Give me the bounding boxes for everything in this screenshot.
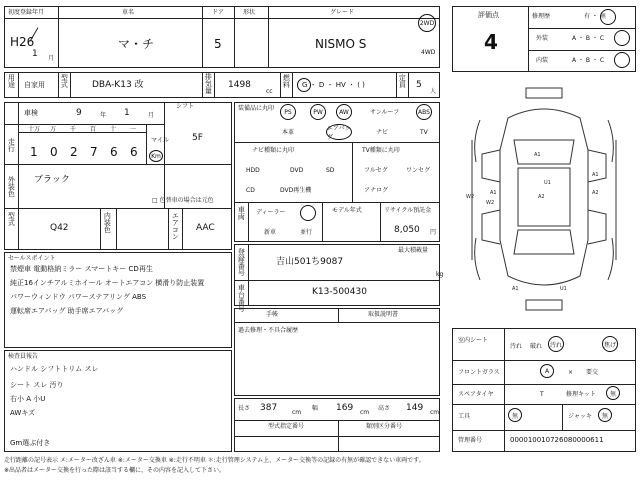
tool-label: 工具 <box>458 413 471 420</box>
selling-point-line-4: 運転席エアバッグ 助手席エアバッグ <box>10 307 124 315</box>
color-value: ブラック <box>34 175 70 185</box>
score-value: 4 <box>484 30 498 54</box>
seat-stain-circle: 汚れ <box>548 336 564 352</box>
recycle-value: 8,050 <box>394 225 420 235</box>
2wd-circle: 2WD <box>418 14 436 32</box>
spare-label: スペアタイヤ <box>458 391 494 398</box>
doors-value: 5 <box>214 37 222 51</box>
first-reg-month-unit: 月 <box>48 55 55 62</box>
history-label: 修理歴 <box>532 13 551 20</box>
inspector-note-5: Gm選ぶ付き <box>10 439 51 447</box>
width-label: 幅 <box>312 405 319 412</box>
inspector-note-2: シート スレ 汚り <box>10 381 64 389</box>
grade-label: グレード <box>330 9 355 16</box>
history-none-circle <box>600 9 616 25</box>
car-damage-diagram <box>452 80 636 320</box>
spare-none-circle: 無 <box>606 386 620 400</box>
katashiki-label: 型式 <box>60 74 69 88</box>
mileage-digit-2: 2 <box>70 145 78 159</box>
equip-abs-circle: ABS <box>416 104 432 120</box>
class-label: 類別区分番号 <box>366 423 403 430</box>
diagram-mark-hood: A1 <box>534 152 541 158</box>
recycle-label: リサイクル預託金 <box>384 207 432 214</box>
displacement-label: 排気量 <box>204 73 213 94</box>
spare-option-t: T <box>540 391 544 398</box>
equip-sunroof: サンルーフ <box>370 109 400 116</box>
recall-label: 過去修理・不具合履歴 <box>238 327 299 334</box>
displacement-unit: cc <box>266 88 273 95</box>
mgmt-value: 000010010726080000611 <box>510 436 604 444</box>
fuel-options: G ・ D ・ HV ・ ( ) <box>302 81 365 89</box>
first-reg-label: 初度登録年月 <box>8 9 45 16</box>
shift-value: 5F <box>192 133 203 143</box>
place-label-4: 十 <box>110 126 117 133</box>
mileage-digit-5: 6 <box>130 145 138 159</box>
navi-title: ナビ種類に丸印 <box>252 147 295 154</box>
inspector-note-1: ハンドル シフトトリム スレ <box>10 365 99 373</box>
jack-none-circle: 無 <box>598 408 612 422</box>
model-label: 車名 <box>122 9 135 16</box>
navi-sd: SD <box>326 167 335 174</box>
owner-label: 車両 <box>237 206 246 220</box>
seat-label: 室内シート <box>458 337 489 344</box>
diagram-mark-roof: U1 <box>544 180 551 186</box>
4wd-label: 4WD <box>421 49 436 56</box>
selling-points-title: セールスポイント <box>8 255 56 262</box>
height-value: 149 <box>406 403 424 413</box>
height-label: 高さ <box>378 405 391 412</box>
use-value: 自家用 <box>24 81 45 89</box>
katashiki-value: DBA-K13 改 <box>92 80 144 90</box>
equip-tv: TV <box>420 129 428 136</box>
svg-text:A2: A2 <box>592 190 599 196</box>
exterior-grades: A ・ B ・ C <box>572 35 605 42</box>
exterior-label: 外装 <box>536 35 549 42</box>
shape-label: 形状 <box>243 9 256 16</box>
equip-ps-circle: PS <box>280 104 296 120</box>
place-label-0: 十万 <box>28 126 41 133</box>
svg-text:W2: W2 <box>486 200 495 206</box>
doors-label: ドア <box>212 9 224 16</box>
fuel-label: 燃料 <box>282 74 291 88</box>
place-label-5: 一 <box>130 126 137 133</box>
ac-label: エアコン <box>171 212 180 240</box>
svg-text:A1: A1 <box>490 190 497 196</box>
model-code-label: 型式 <box>7 212 16 226</box>
spare-option-kit: 修理キット <box>566 391 596 398</box>
svg-text:A2: A2 <box>538 194 545 200</box>
interior-label: 内装 <box>536 57 549 64</box>
svg-text:W2: W2 <box>466 194 475 200</box>
chassis-value: K13-500430 <box>312 287 367 297</box>
inspector-note-4: AWキズ <box>10 409 36 417</box>
load-label: 最大積載量 <box>398 247 429 254</box>
interior-grades: A ・ B ・ C <box>572 57 605 64</box>
svg-text:A1: A1 <box>512 286 519 292</box>
seat-burn-circle: 焦げ <box>602 336 618 352</box>
shaken-year-unit: 年 <box>100 112 107 119</box>
manual-label: 取扱説明書 <box>368 311 399 318</box>
dealer-option-new: 新車 <box>264 229 277 236</box>
shaken-month: 1 <box>124 108 130 118</box>
glass-option-replace: 要交 <box>586 369 599 376</box>
place-label-1: 万 <box>50 126 57 133</box>
chassis-label: 車台番号 <box>237 284 246 312</box>
inspector-notes-title: 検査員報告 <box>8 353 39 360</box>
first-reg-era: H26 <box>10 35 35 49</box>
score-label: 評価点 <box>478 11 499 19</box>
tv-fullseg: フルセグ <box>364 167 388 174</box>
length-unit: cm <box>292 409 302 416</box>
shaken-label: 車検 <box>24 109 38 117</box>
selling-point-line-1: 禁煙車 電動格納ミラー スマートキー CD再生 <box>10 265 153 273</box>
capacity-unit: 人 <box>430 88 437 95</box>
tv-analog: アナログ <box>364 187 389 194</box>
footer-line-1: 走行距離の記号表示 メ:メーター改ざん車 ※:メーター交換車 ※:走行不明車 ＊:走行管理システム上、メーター交換等の記録の有無が確認できない車両です。 <box>4 457 425 464</box>
place-label-2: 千 <box>70 126 77 133</box>
navi-hdd: HDD <box>246 167 260 174</box>
dealer-option-import: 並行 <box>300 229 313 236</box>
width-value: 169 <box>336 403 354 413</box>
color-label: 外装色 <box>7 176 16 197</box>
shift-label: シフト <box>176 103 195 110</box>
equipment-title: 装備品に丸印 <box>238 105 275 112</box>
mileage-digit-3: 7 <box>90 145 98 159</box>
model-year-label: モデル年式 <box>332 207 362 214</box>
handbook-label: 手帳 <box>266 311 279 318</box>
type-cert-label: 型式指定番号 <box>268 423 305 430</box>
glass-option-x: × <box>568 369 574 376</box>
seat-option-2: 破れ <box>530 343 543 350</box>
navi-dvd: DVD <box>290 167 304 174</box>
mileage-digit-4: 6 <box>110 145 118 159</box>
width-unit: cm <box>360 409 370 416</box>
model-value: マ・チ <box>118 37 155 51</box>
svg-text:A1: A1 <box>592 172 599 178</box>
length-label: 長さ <box>238 405 251 412</box>
mileage-digit-0: 1 <box>30 145 38 159</box>
tv-title: TV種類に丸印 <box>362 147 400 154</box>
dealer-circle <box>300 205 316 221</box>
shaken-month-unit: 月 <box>148 112 155 119</box>
seat-option-1: 汚れ <box>510 343 523 350</box>
color-change-note: □ 色替車の場合は元色 <box>152 197 214 204</box>
inspector-note-3: 右小 A 小U <box>10 395 46 403</box>
jack-label: ジャッキ <box>568 413 592 420</box>
selling-point-line-3: パワーウィンドウ パワーステアリング ABS <box>10 293 147 301</box>
place-label-3: 百 <box>90 126 97 133</box>
shaken-year: 9 <box>76 108 82 118</box>
height-unit: cm <box>430 409 440 416</box>
tool-none-circle: 無 <box>508 408 522 422</box>
interior-grade-circle <box>614 52 630 68</box>
reg-no-label: 登録番号 <box>237 248 246 276</box>
history-options: 有 ・ 無 <box>584 13 606 20</box>
mile-label: マイル <box>151 137 169 144</box>
model-code-value: Q42 <box>50 223 69 233</box>
dealer-label: ディーラー <box>256 209 286 216</box>
ac-value: AAC <box>196 223 215 233</box>
equip-airbag-circle: エアバッグ <box>327 125 351 141</box>
reg-no-value: 吉山501ち9087 <box>276 257 344 267</box>
grade-value: NISMO S <box>315 37 367 51</box>
mileage-digit-1: 0 <box>50 145 58 159</box>
equip-navi: ナビ <box>376 129 389 136</box>
footer-line-2: ※出品者はメーター交換を行った際は該当する欄に、その内容を記入して下さい。 <box>4 467 226 474</box>
svg-text:U1: U1 <box>560 286 567 292</box>
selling-point-line-2: 純正16インチアルミホイール オートエアコン 横滑り防止装置 <box>10 279 205 287</box>
mgmt-label: 管理番号 <box>458 437 483 444</box>
navi-dvd-play: DVD再生機 <box>280 187 312 194</box>
glass-a-circle: A <box>540 364 554 378</box>
equip-leather: 本革 <box>282 129 295 136</box>
capacity-label: 定員 <box>398 74 407 88</box>
interior-color-label: 内装色 <box>103 212 112 233</box>
km-circle: Km <box>149 150 163 162</box>
equip-aw-circle: AW <box>336 104 352 120</box>
exterior-grade-circle <box>614 30 630 46</box>
recycle-unit: 円 <box>430 229 437 236</box>
displacement-value: 1498 <box>228 80 251 90</box>
load-unit: kg <box>436 271 444 278</box>
glass-label: フロントガラス <box>458 369 500 376</box>
mileage-label: 走行 <box>7 138 16 152</box>
tv-oneseg: ワンセグ <box>406 167 431 174</box>
use-label: 用途 <box>7 74 16 88</box>
equip-pw-circle: PW <box>310 104 326 120</box>
capacity-value: 5 <box>416 80 422 90</box>
first-reg-month: 1 <box>32 49 38 59</box>
length-value: 387 <box>260 403 278 413</box>
navi-cd: CD <box>246 187 255 194</box>
